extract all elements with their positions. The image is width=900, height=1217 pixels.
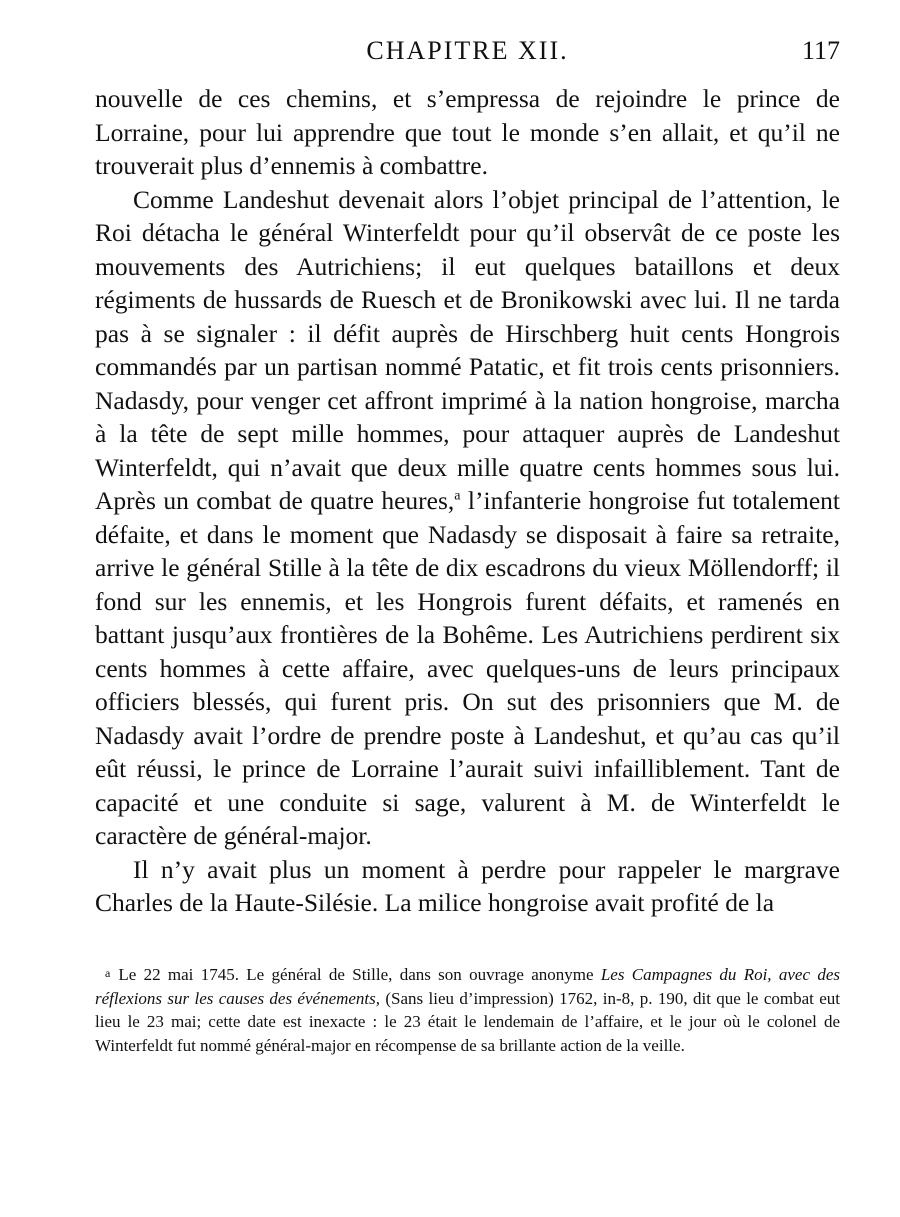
footnote (95, 962, 840, 1057)
chapter-title: CHAPITRE XII. (366, 36, 569, 65)
paragraph-2-part-2: l’infanterie hongroise fut totalement défaite, et dans le moment que Nadasdy se disposait à faire sa retraite, arrive le général Stille à la tête de dix escadrons du vieux Möllendorff; il fond sur les ennemis, et les Hongrois furent défaits, et ramenés en battant jusqu’aux frontières de la Bohême. Les Autrichiens perdirent six cents hommes à cette affaire, avec quelques-uns de leurs principaux officiers blessés, qui furent pris. On sut des prisonniers que M. de Nadasdy avait l’ordre de prendre poste à Landeshut, et qu’au cas qu’il eût réussi, le prince de Lorraine l’aurait suivi infailliblement. Tant de capacité et une conduite si sage, valurent à M. de Winterfeldt le caractère de général-major. (95, 486, 840, 850)
footnote-text-2: (Sans lieu d’impression) 1762, in-8, p. 190, dit que le combat eut lieu le 23 mai; cette date est inexacte : le 23 était le lendemain de l’affaire, et le jour où le colonel de Winterfeldt fut nommé général-major en récompense de sa brillante action de la veille. (95, 988, 840, 1055)
running-head (95, 34, 840, 68)
body-text (95, 82, 840, 920)
footnote-text-1: Le 22 mai 1745. Le général de Stille, dans son ouvrage anonyme (118, 965, 601, 984)
paragraph-3: Il n’y avait plus un moment à perdre pour rappeler le margrave Charles de la Haute-Silésie. La milice hongroise avait profité de la (95, 854, 840, 917)
footnote-book-title: Les Campagnes du Roi, avec des réflexions sur les causes des événements, (95, 965, 840, 1008)
paragraph-2 (95, 183, 840, 853)
page-number: 117 (801, 36, 840, 65)
footnote-marker: a (105, 966, 111, 980)
paragraph-2-part-1: Comme Landeshut devenait alors l’objet principal de l’attention, le Roi détacha le général Winterfeldt pour qu’il observât de ce poste les mouvements des Autrichiens; il eut quelques bataillons et deux régiments de hussards de Ruesch et de Bronikowski avec lui. Il ne tarda pas à se signaler : il défit auprès de Hirschberg huit cents Hongrois commandés par un partisan nommé Patatic, et fit trois cents prisonniers. Nadasdy, pour venger cet affront imprimé à la nation hongroise, marcha à la tête de sept mille hommes, pour attaquer auprès de Landeshut Winterfeldt, qui n’avait que deux mille quatre cents hommes sous lui. Après un combat de quatre heures, (95, 184, 840, 515)
footnote-paragraph (95, 962, 840, 1057)
paragraph-1: nouvelle de ces chemins, et s’empressa de rejoindre le prince de Lorraine, pour lui apprendre que tout le monde s’en allait, et qu’il ne trouverait plus d’ennemis à combattre. (95, 84, 840, 180)
footnote-reference[interactable]: a (454, 488, 461, 504)
